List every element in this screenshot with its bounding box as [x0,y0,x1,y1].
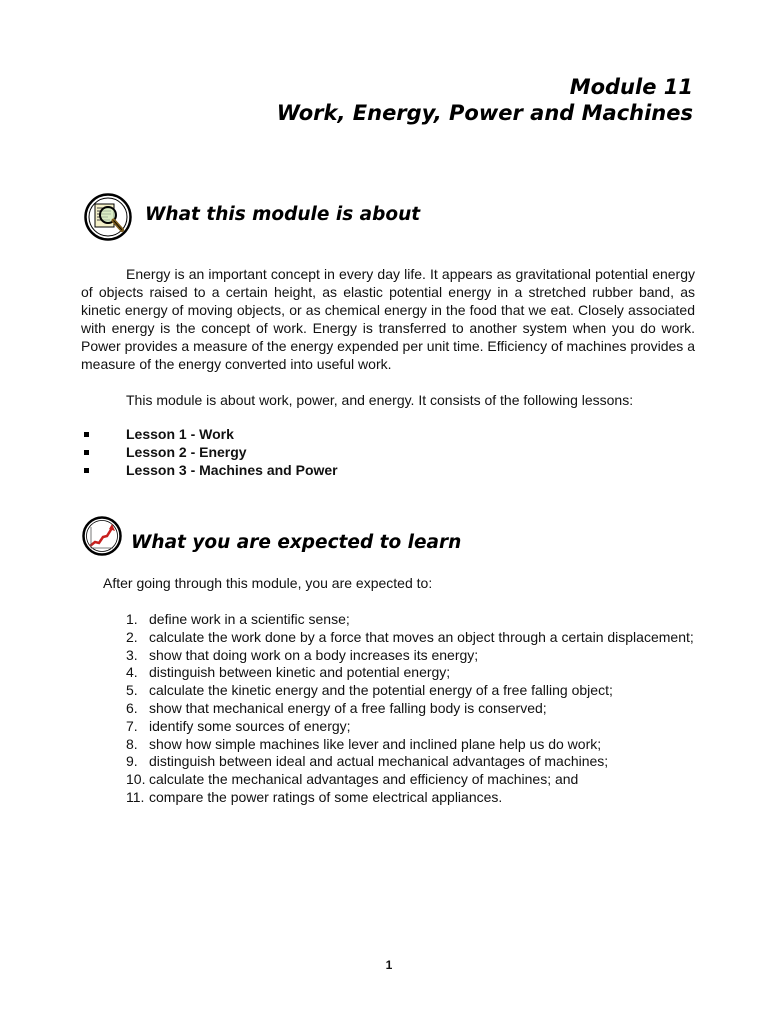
item-number: 4. [126,664,138,681]
section-heading-about: What this module is about [145,204,421,225]
bullet-icon [84,468,89,473]
lesson-label: Lesson 1 - Work [126,426,234,442]
objective-text: define work in a scientific sense; [149,611,350,627]
item-number: 1. [126,611,138,627]
bullet-icon [84,450,89,455]
list-item [126,664,695,682]
list-item [126,700,695,718]
item-number: 8. [126,735,138,752]
module-title: Work, Energy, Power and Machines [276,101,693,125]
magnifier-document-icon [84,193,132,246]
objective-text: show how simple machines like lever and inclined plane help us do work; [149,735,602,752]
list-item [126,682,695,700]
lesson-label: Lesson 2 - Energy [126,444,247,460]
item-number: 11. [126,788,145,805]
item-number: 3. [126,646,138,663]
list-item [126,753,695,771]
list-item [126,718,695,736]
module-number: Module 11 [569,75,693,99]
item-number: 7. [126,717,138,734]
list-item [126,789,695,807]
item-number: 10. [126,771,146,788]
module-header [277,74,693,126]
objectives-list [126,611,695,807]
list-item [126,771,695,789]
list-item [126,736,695,754]
objective-text: show that doing work on a body increases its energy; [149,646,479,663]
bullet-icon [84,432,89,437]
objective-text: show that mechanical energy of a free falling body is conserved; [149,699,547,716]
item-number: 5. [126,682,138,699]
lesson-label: Lesson 3 - Machines and Power [126,462,338,478]
objective-text: calculate the kinetic energy and the potential energy of a free falling object; [149,682,613,699]
intro-paragraph: Energy is an important concept in every day life. It appears as gravitational potential energy of objects raised to a certain height, as elastic potential energy in a stretched rubber band, as kinetic energy of moving objects, or as chemical energy in the food that we eat. Closely associated with energy is the concept of work. Energy is transferred to another system when you do work. Power provides a measure of the energy expended per unit time. Efficiency of machines provides a measure of the energy converted into useful work. [81,266,695,372]
objective-text: distinguish between kinetic and potential energy; [149,664,451,681]
list-item [126,611,695,629]
objectives-intro: After going through this module, you are expected to: [103,575,433,591]
rising-chart-icon [82,515,122,562]
objective-text: compare the power ratings of some electrical appliances. [149,788,503,805]
objective-text: calculate the work done by a force that moves an object through a certain displacement; [149,628,694,645]
page-number: 1 [385,958,393,972]
lessons-intro: This module is about work, power, and energy. It consists of the following lessons: [126,392,634,408]
item-number: 6. [126,699,138,716]
item-number: 2. [126,628,138,645]
objective-text: calculate the mechanical advantages and efficiency of machines; and [149,771,579,788]
objective-text: identify some sources of energy; [149,717,351,734]
section-heading-learn: What you are expected to learn [131,532,462,553]
item-number: 9. [126,753,138,770]
list-item [126,629,695,647]
list-item [126,647,695,665]
objective-text: distinguish between ideal and actual mechanical advantages of machines; [149,753,609,770]
